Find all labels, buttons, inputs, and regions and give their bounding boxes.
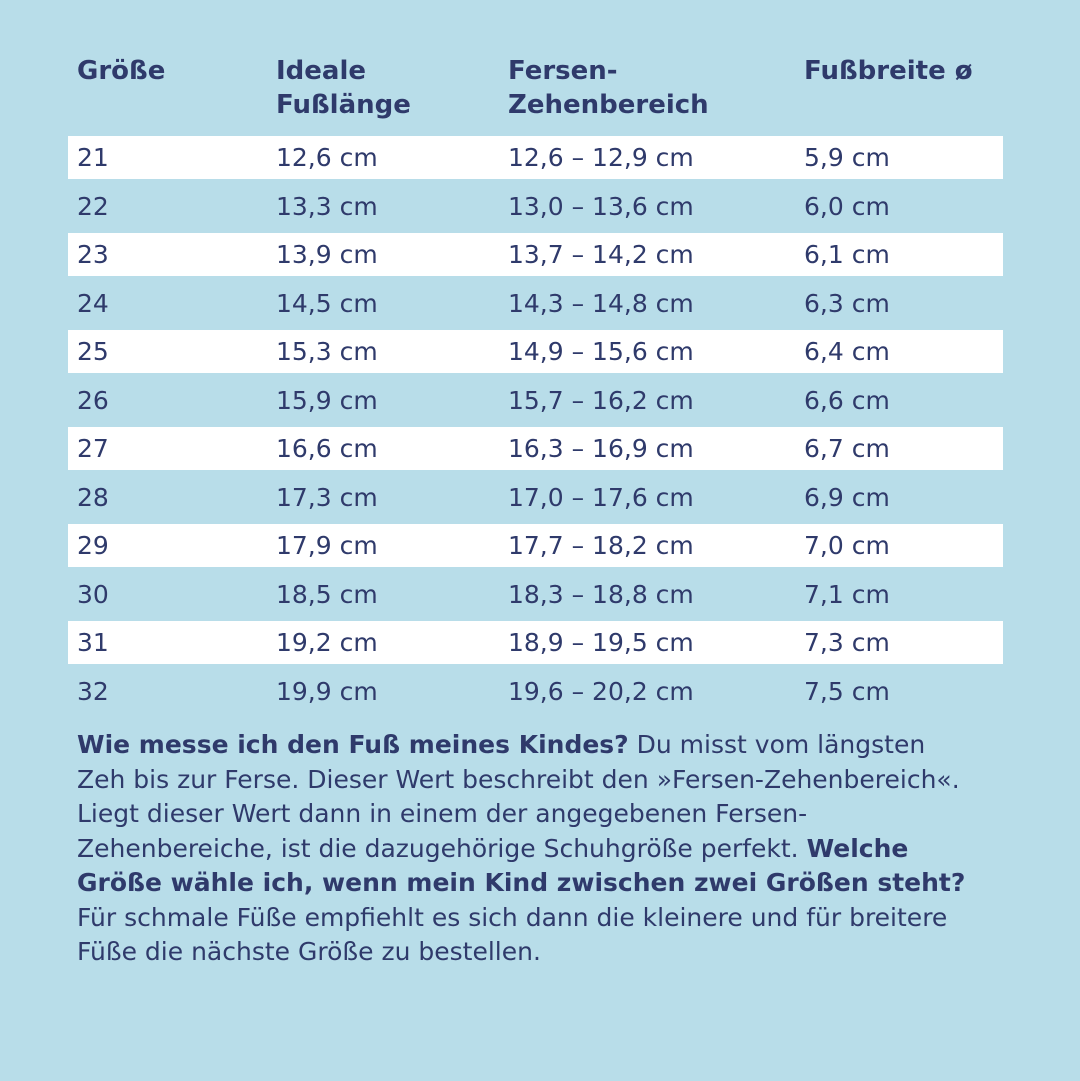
length-cell: 13,3 cm bbox=[276, 191, 378, 221]
size-cell: 21 bbox=[77, 142, 109, 172]
length-cell: 15,9 cm bbox=[276, 385, 378, 415]
info-question-between-sizes: Welche Größe wähle ich, wenn mein Kind zwischen zwei Größen steht? bbox=[77, 833, 966, 897]
size-cell: 31 bbox=[77, 627, 109, 657]
length-cell: 17,3 cm bbox=[276, 482, 378, 512]
width-cell: 6,0 cm bbox=[804, 191, 890, 221]
width-cell: 6,4 cm bbox=[804, 336, 890, 366]
width-cell: 7,5 cm bbox=[804, 676, 890, 706]
size-table bbox=[68, 54, 1003, 706]
width-cell: 6,3 cm bbox=[804, 288, 890, 318]
length-cell: 15,3 cm bbox=[276, 336, 378, 366]
length-cell: 17,9 cm bbox=[276, 530, 378, 560]
size-cell: 24 bbox=[77, 288, 109, 318]
size-cell: 25 bbox=[77, 336, 109, 366]
table-row bbox=[68, 668, 1003, 717]
length-cell: 18,5 cm bbox=[276, 579, 378, 609]
range-cell: 19,6 – 20,2 cm bbox=[508, 676, 694, 706]
range-cell: 13,0 – 13,6 cm bbox=[508, 191, 694, 221]
size-cell: 22 bbox=[77, 191, 109, 221]
range-cell: 15,7 – 16,2 cm bbox=[508, 385, 694, 415]
range-cell: 17,0 – 17,6 cm bbox=[508, 482, 694, 512]
table-row bbox=[68, 571, 1003, 620]
length-cell: 13,9 cm bbox=[276, 239, 378, 269]
table-row bbox=[68, 474, 1003, 523]
range-cell: 13,7 – 14,2 cm bbox=[508, 239, 694, 269]
header-ideal-length: Ideale Fußlänge bbox=[276, 56, 411, 120]
range-cell: 16,3 – 16,9 cm bbox=[508, 433, 694, 463]
width-cell: 6,7 cm bbox=[804, 433, 890, 463]
header-foot-width: Fußbreite ø bbox=[804, 56, 973, 86]
size-cell: 27 bbox=[77, 433, 109, 463]
length-cell: 19,2 cm bbox=[276, 627, 378, 657]
header-size: Größe bbox=[77, 56, 166, 86]
table-row bbox=[68, 330, 1003, 373]
table-row bbox=[68, 280, 1003, 329]
table-row bbox=[68, 233, 1003, 276]
table-row bbox=[68, 377, 1003, 426]
width-cell: 7,0 cm bbox=[804, 530, 890, 560]
size-cell: 28 bbox=[77, 482, 109, 512]
info-answer-measure: Du misst vom längsten Zeh bis zur Ferse. Dieser Wert beschreibt den »Fersen-Zehenbereich«. Liegt dieser Wert dann in einem der angegebenen Fersen-Zehenbereiche, ist die dazugehörige Schuhgröße perfekt. bbox=[77, 730, 960, 863]
table-row bbox=[68, 621, 1003, 664]
range-cell: 14,3 – 14,8 cm bbox=[508, 288, 694, 318]
width-cell: 5,9 cm bbox=[804, 142, 890, 172]
range-cell: 14,9 – 15,6 cm bbox=[508, 336, 694, 366]
table-row bbox=[68, 427, 1003, 470]
table-row bbox=[68, 136, 1003, 179]
measuring-info bbox=[77, 728, 977, 970]
size-cell: 23 bbox=[77, 239, 109, 269]
table-row bbox=[68, 183, 1003, 232]
width-cell: 7,1 cm bbox=[804, 579, 890, 609]
width-cell: 6,1 cm bbox=[804, 239, 890, 269]
range-cell: 12,6 – 12,9 cm bbox=[508, 142, 694, 172]
width-cell: 7,3 cm bbox=[804, 627, 890, 657]
length-cell: 12,6 cm bbox=[276, 142, 378, 172]
length-cell: 16,6 cm bbox=[276, 433, 378, 463]
size-cell: 32 bbox=[77, 676, 109, 706]
range-cell: 18,3 – 18,8 cm bbox=[508, 579, 694, 609]
width-cell: 6,9 cm bbox=[804, 482, 890, 512]
width-cell: 6,6 cm bbox=[804, 385, 890, 415]
size-cell: 30 bbox=[77, 579, 109, 609]
length-cell: 19,9 cm bbox=[276, 676, 378, 706]
size-cell: 29 bbox=[77, 530, 109, 560]
length-cell: 14,5 cm bbox=[276, 288, 378, 318]
range-cell: 18,9 – 19,5 cm bbox=[508, 627, 694, 657]
table-body bbox=[68, 134, 1003, 716]
table-header bbox=[68, 54, 1003, 134]
info-answer-between-sizes: Für schmale Füße empfiehlt es sich dann die kleinere und für breitere Füße die nächste Größe zu bestellen. bbox=[77, 902, 948, 966]
table-row bbox=[68, 524, 1003, 567]
info-question-measure: Wie messe ich den Fuß meines Kindes? bbox=[77, 730, 629, 759]
header-heel-toe-range: Fersen- Zehenbereich bbox=[508, 56, 709, 120]
size-cell: 26 bbox=[77, 385, 109, 415]
range-cell: 17,7 – 18,2 cm bbox=[508, 530, 694, 560]
